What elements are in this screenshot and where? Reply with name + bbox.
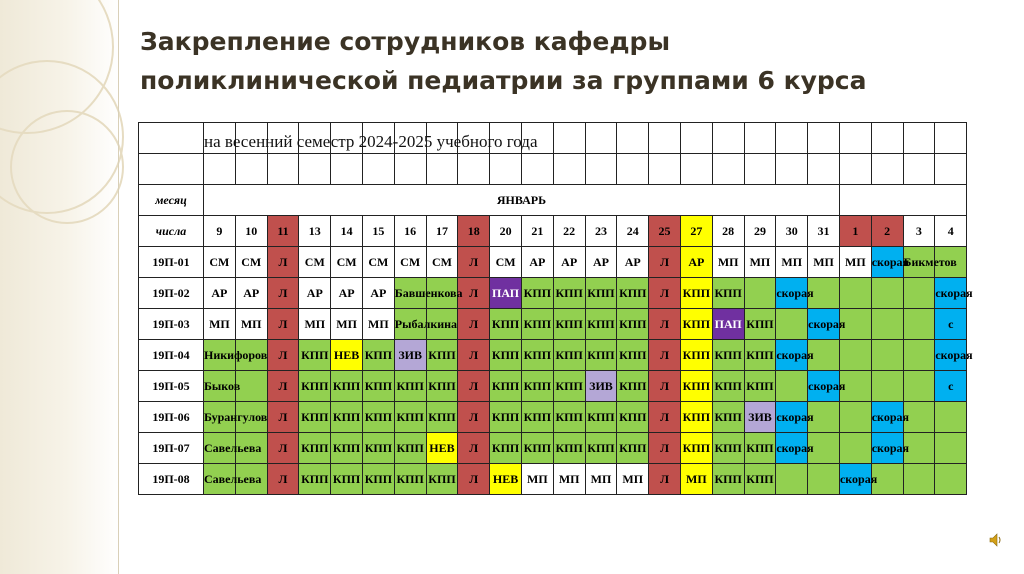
schedule-cell[interactable] xyxy=(935,464,967,495)
schedule-cell[interactable] xyxy=(839,340,871,371)
schedule-cell[interactable]: КПП xyxy=(617,433,649,464)
schedule-cell[interactable]: КПП xyxy=(585,402,617,433)
schedule-cell[interactable] xyxy=(744,278,776,309)
schedule-cell[interactable]: Л xyxy=(267,278,299,309)
schedule-cell[interactable]: Л xyxy=(649,402,681,433)
table-row xyxy=(139,247,967,278)
schedule-cell[interactable] xyxy=(871,340,903,371)
table-row xyxy=(139,309,967,340)
table-row xyxy=(139,433,967,464)
schedule-cell[interactable]: КПП xyxy=(394,433,426,464)
schedule-cell[interactable] xyxy=(871,278,903,309)
schedule-cell[interactable]: МП xyxy=(553,464,585,495)
schedule-cell[interactable]: КПП xyxy=(426,464,458,495)
schedule-cell[interactable] xyxy=(935,402,967,433)
schedule-cell[interactable]: КПП xyxy=(299,371,331,402)
day-number: 18 xyxy=(458,216,490,247)
schedule-cell[interactable]: МП xyxy=(235,309,267,340)
schedule-cell[interactable]: КПП xyxy=(744,371,776,402)
day-number: 22 xyxy=(553,216,585,247)
schedule-cell[interactable]: Л xyxy=(267,309,299,340)
schedule-cell[interactable]: МП xyxy=(299,309,331,340)
schedule-cell[interactable]: КПП xyxy=(744,340,776,371)
schedule-cell[interactable]: Л xyxy=(458,402,490,433)
schedule-cell[interactable]: КПП xyxy=(712,433,744,464)
schedule-cell[interactable]: скорая xyxy=(871,402,903,433)
schedule-cell[interactable]: МП xyxy=(839,247,871,278)
schedule-cell[interactable]: КПП xyxy=(490,371,522,402)
schedule-cell[interactable]: КПП xyxy=(553,371,585,402)
schedule-cell[interactable]: КПП xyxy=(617,340,649,371)
speaker-icon[interactable] xyxy=(988,532,1004,548)
schedule-cell[interactable]: КПП xyxy=(712,402,744,433)
schedule-cell[interactable]: с xyxy=(935,309,967,340)
schedule-cell[interactable]: СМ xyxy=(299,247,331,278)
schedule-cell[interactable]: НЕВ xyxy=(331,340,363,371)
schedule-cell[interactable]: КПП xyxy=(362,402,394,433)
schedule-cell[interactable] xyxy=(776,464,808,495)
schedule-cell[interactable]: скорая xyxy=(808,309,840,340)
schedule-cell[interactable]: Л xyxy=(267,402,299,433)
schedule-cell[interactable]: КПП xyxy=(680,402,712,433)
schedule-cell[interactable] xyxy=(903,464,935,495)
schedule-cell[interactable]: СМ xyxy=(204,247,236,278)
schedule-cell[interactable]: Л xyxy=(267,371,299,402)
schedule-cell[interactable]: ЗИВ xyxy=(394,340,426,371)
schedule-cell[interactable]: КПП xyxy=(490,433,522,464)
schedule-cell[interactable]: КПП xyxy=(744,433,776,464)
schedule-cell[interactable]: КПП xyxy=(712,340,744,371)
day-number: 27 xyxy=(680,216,712,247)
schedule-cell[interactable]: скорая xyxy=(776,278,808,309)
day-number: 16 xyxy=(394,216,426,247)
month-next xyxy=(839,185,966,216)
schedule-cell[interactable] xyxy=(903,309,935,340)
numbers-label: числа xyxy=(139,216,204,247)
schedule-cell[interactable]: Л xyxy=(649,433,681,464)
schedule-cell[interactable]: скорая xyxy=(776,340,808,371)
schedule-cell[interactable]: КПП xyxy=(553,402,585,433)
group-label: 19П-01 xyxy=(139,247,204,278)
schedule-cell[interactable]: Бурангулов xyxy=(204,402,236,433)
schedule-cell[interactable]: КПП xyxy=(490,402,522,433)
schedule-cell[interactable] xyxy=(871,371,903,402)
schedule-cell[interactable]: ПАП xyxy=(490,278,522,309)
schedule-cell[interactable]: Л xyxy=(458,278,490,309)
schedule-cell[interactable]: КПП xyxy=(426,402,458,433)
schedule-cell[interactable]: Л xyxy=(458,433,490,464)
schedule-cell[interactable]: Никифоров xyxy=(204,340,236,371)
schedule-cell[interactable]: скорая xyxy=(808,371,840,402)
schedule-cell[interactable]: СМ xyxy=(426,247,458,278)
schedule-cell[interactable] xyxy=(871,309,903,340)
schedule-cell[interactable]: МП xyxy=(712,247,744,278)
schedule-spreadsheet[interactable] xyxy=(138,122,978,527)
table-row xyxy=(139,464,967,495)
schedule-cell[interactable]: КПП xyxy=(299,340,331,371)
table-row xyxy=(139,402,967,433)
schedule-cell[interactable]: СМ xyxy=(331,247,363,278)
schedule-cell[interactable]: скорая xyxy=(871,247,903,278)
schedule-cell[interactable]: КПП xyxy=(712,371,744,402)
schedule-cell[interactable]: Л xyxy=(267,464,299,495)
schedule-cell[interactable]: МП xyxy=(776,247,808,278)
schedule-cell[interactable]: КПП xyxy=(362,340,394,371)
group-label: 19П-05 xyxy=(139,371,204,402)
schedule-cell[interactable]: Л xyxy=(458,247,490,278)
table-row xyxy=(139,278,967,309)
schedule-cell[interactable]: КПП xyxy=(680,433,712,464)
schedule-cell[interactable]: КПП xyxy=(617,309,649,340)
schedule-cell[interactable]: скорая xyxy=(839,464,871,495)
schedule-cell[interactable]: КПП xyxy=(362,433,394,464)
schedule-cell[interactable]: КПП xyxy=(521,340,553,371)
group-label: 19П-03 xyxy=(139,309,204,340)
schedule-cell[interactable]: КПП xyxy=(362,371,394,402)
schedule-cell[interactable]: КПП xyxy=(362,464,394,495)
schedule-cell[interactable] xyxy=(903,340,935,371)
schedule-cell[interactable]: КПП xyxy=(521,309,553,340)
schedule-cell[interactable]: скорая xyxy=(776,402,808,433)
schedule-cell[interactable]: Л xyxy=(649,278,681,309)
slide-title xyxy=(140,22,1010,100)
day-number: 17 xyxy=(426,216,458,247)
schedule-cell[interactable]: КПП xyxy=(299,433,331,464)
title-line-1: Закрепление сотрудников кафедры xyxy=(140,27,671,56)
day-number: 28 xyxy=(712,216,744,247)
schedule-cell[interactable]: Рыбалкина xyxy=(394,309,426,340)
schedule-cell[interactable]: КПП xyxy=(744,309,776,340)
schedule-cell[interactable]: КПП xyxy=(331,464,363,495)
schedule-cell[interactable] xyxy=(776,309,808,340)
schedule-cell[interactable]: КПП xyxy=(585,309,617,340)
schedule-cell[interactable]: КПП xyxy=(553,309,585,340)
schedule-cell[interactable]: Л xyxy=(458,309,490,340)
day-number: 14 xyxy=(331,216,363,247)
schedule-cell[interactable]: КПП xyxy=(617,371,649,402)
schedule-cell[interactable] xyxy=(903,371,935,402)
schedule-cell[interactable]: Л xyxy=(649,464,681,495)
schedule-cell[interactable]: МП xyxy=(362,309,394,340)
schedule-cell[interactable] xyxy=(776,371,808,402)
schedule-cell[interactable]: КПП xyxy=(617,402,649,433)
day-number: 4 xyxy=(935,216,967,247)
schedule-cell[interactable]: Л xyxy=(649,309,681,340)
schedule-cell[interactable]: КПП xyxy=(521,278,553,309)
day-number: 25 xyxy=(649,216,681,247)
schedule-cell[interactable]: Л xyxy=(267,433,299,464)
schedule-cell[interactable]: КПП xyxy=(394,464,426,495)
schedule-cell[interactable]: Л xyxy=(458,371,490,402)
schedule-cell[interactable]: КПП xyxy=(553,340,585,371)
schedule-cell[interactable] xyxy=(903,278,935,309)
schedule-cell[interactable] xyxy=(839,433,871,464)
schedule-cell[interactable]: КПП xyxy=(585,433,617,464)
schedule-cell[interactable]: КПП xyxy=(712,464,744,495)
schedule-cell[interactable]: СМ xyxy=(362,247,394,278)
table-row xyxy=(139,340,967,371)
schedule-cell[interactable]: Л xyxy=(267,247,299,278)
day-number: 30 xyxy=(776,216,808,247)
schedule-cell[interactable]: Л xyxy=(267,340,299,371)
day-number: 23 xyxy=(585,216,617,247)
month-label: месяц xyxy=(139,185,204,216)
schedule-cell[interactable]: КПП xyxy=(331,371,363,402)
schedule-cell[interactable]: АР xyxy=(299,278,331,309)
title-line-2: поликлинической педиатрии за группами 6 курса xyxy=(140,66,867,95)
schedule-cell[interactable]: КПП xyxy=(680,340,712,371)
schedule-cell[interactable]: НЕВ xyxy=(426,433,458,464)
day-number: 9 xyxy=(204,216,236,247)
day-number: 31 xyxy=(808,216,840,247)
schedule-cell[interactable]: КПП xyxy=(553,278,585,309)
schedule-cell[interactable]: КПП xyxy=(521,402,553,433)
schedule-cell[interactable]: АР xyxy=(680,247,712,278)
semester-caption: на весенний семестр 2024-2025 учебного года xyxy=(204,132,538,151)
schedule-cell[interactable] xyxy=(235,371,267,402)
schedule-cell[interactable]: СМ xyxy=(394,247,426,278)
schedule-cell[interactable] xyxy=(808,464,840,495)
schedule-table xyxy=(138,122,973,495)
day-number: 3 xyxy=(903,216,935,247)
group-label: 19П-06 xyxy=(139,402,204,433)
schedule-cell[interactable]: скорая xyxy=(871,433,903,464)
schedule-cell[interactable]: МП xyxy=(617,464,649,495)
schedule-cell[interactable]: КПП xyxy=(299,464,331,495)
schedule-cell[interactable]: ЗИВ xyxy=(585,371,617,402)
group-label: 19П-02 xyxy=(139,278,204,309)
schedule-cell[interactable]: АР xyxy=(521,247,553,278)
schedule-cell[interactable]: КПП xyxy=(680,371,712,402)
schedule-cell[interactable]: МП xyxy=(808,247,840,278)
schedule-cell[interactable] xyxy=(839,278,871,309)
schedule-cell[interactable]: КПП xyxy=(521,371,553,402)
schedule-cell[interactable]: КПП xyxy=(744,464,776,495)
schedule-cell[interactable]: Л xyxy=(649,371,681,402)
schedule-cell[interactable]: МП xyxy=(680,464,712,495)
schedule-cell[interactable]: КПП xyxy=(712,278,744,309)
schedule-cell[interactable]: Л xyxy=(458,464,490,495)
schedule-cell[interactable]: КПП xyxy=(394,371,426,402)
table-row xyxy=(139,371,967,402)
day-number: 10 xyxy=(235,216,267,247)
group-label: 19П-07 xyxy=(139,433,204,464)
schedule-cell[interactable]: КПП xyxy=(394,402,426,433)
schedule-cell[interactable] xyxy=(935,433,967,464)
schedule-cell[interactable]: МП xyxy=(331,309,363,340)
schedule-cell[interactable]: МП xyxy=(521,464,553,495)
decorative-line xyxy=(118,0,119,574)
schedule-cell[interactable]: КПП xyxy=(331,433,363,464)
schedule-cell[interactable]: Быков xyxy=(204,371,236,402)
schedule-cell[interactable]: МП xyxy=(744,247,776,278)
schedule-cell[interactable]: КПП xyxy=(521,433,553,464)
day-number: 13 xyxy=(299,216,331,247)
schedule-cell[interactable]: АР xyxy=(331,278,363,309)
day-number: 24 xyxy=(617,216,649,247)
schedule-cell[interactable]: МП xyxy=(585,464,617,495)
schedule-cell[interactable]: КПП xyxy=(585,278,617,309)
schedule-cell[interactable]: с xyxy=(935,371,967,402)
day-number: 11 xyxy=(267,216,299,247)
schedule-cell[interactable]: ПАП xyxy=(712,309,744,340)
day-number: 15 xyxy=(362,216,394,247)
schedule-cell[interactable]: СМ xyxy=(235,247,267,278)
schedule-cell[interactable]: скорая xyxy=(776,433,808,464)
schedule-cell[interactable]: КПП xyxy=(617,278,649,309)
schedule-cell[interactable]: КПП xyxy=(299,402,331,433)
schedule-cell[interactable]: Бавшенкова xyxy=(394,278,426,309)
schedule-cell[interactable]: КПП xyxy=(490,309,522,340)
schedule-cell[interactable]: АР xyxy=(585,247,617,278)
schedule-cell[interactable]: КПП xyxy=(490,340,522,371)
schedule-cell[interactable]: АР xyxy=(235,278,267,309)
schedule-cell[interactable]: Савельева xyxy=(204,433,236,464)
schedule-cell[interactable]: КПП xyxy=(680,278,712,309)
schedule-cell[interactable]: скорая xyxy=(935,340,967,371)
schedule-cell[interactable]: ЗИВ xyxy=(744,402,776,433)
schedule-cell[interactable]: КПП xyxy=(331,402,363,433)
day-number: 29 xyxy=(744,216,776,247)
schedule-cell[interactable]: КПП xyxy=(426,371,458,402)
day-number: 1 xyxy=(839,216,871,247)
schedule-cell[interactable]: АР xyxy=(204,278,236,309)
schedule-cell[interactable]: КПП xyxy=(680,309,712,340)
schedule-cell[interactable]: КПП xyxy=(585,340,617,371)
schedule-cell[interactable]: Бикметов xyxy=(903,247,935,278)
schedule-cell[interactable]: НЕВ xyxy=(490,464,522,495)
schedule-cell[interactable]: Л xyxy=(649,247,681,278)
schedule-cell[interactable]: КПП xyxy=(426,340,458,371)
schedule-cell[interactable]: Л xyxy=(649,340,681,371)
schedule-cell[interactable]: МП xyxy=(204,309,236,340)
schedule-cell[interactable] xyxy=(839,402,871,433)
schedule-cell[interactable]: АР xyxy=(553,247,585,278)
schedule-cell[interactable]: скорая xyxy=(935,278,967,309)
month-name: ЯНВАРЬ xyxy=(204,185,840,216)
schedule-cell[interactable]: СМ xyxy=(490,247,522,278)
day-number: 2 xyxy=(871,216,903,247)
schedule-cell[interactable]: КПП xyxy=(553,433,585,464)
schedule-cell[interactable]: АР xyxy=(617,247,649,278)
schedule-cell[interactable]: АР xyxy=(362,278,394,309)
schedule-cell[interactable]: Савельева xyxy=(204,464,236,495)
day-number: 21 xyxy=(521,216,553,247)
group-label: 19П-04 xyxy=(139,340,204,371)
group-label: 19П-08 xyxy=(139,464,204,495)
day-number: 20 xyxy=(490,216,522,247)
decorative-arc xyxy=(10,110,124,224)
schedule-cell[interactable]: Л xyxy=(458,340,490,371)
